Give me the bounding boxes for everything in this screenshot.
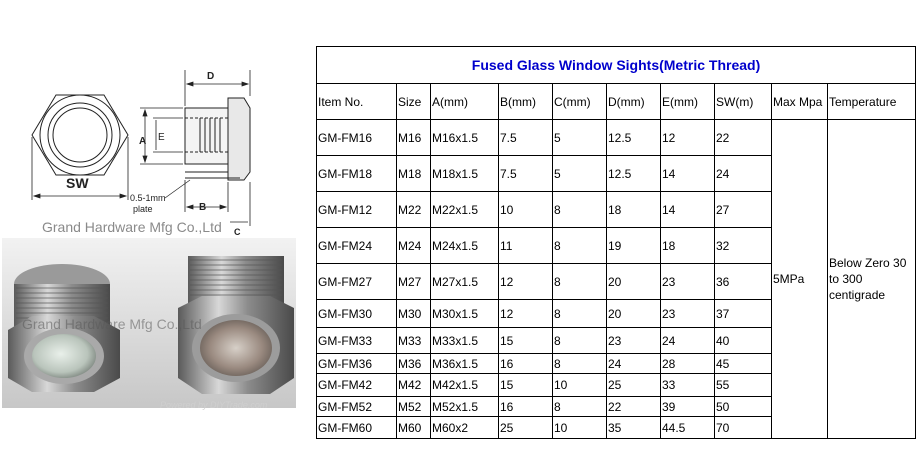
cell-sw: 55 bbox=[715, 374, 772, 397]
cell-c: 8 bbox=[553, 397, 607, 417]
cell-d: 12.5 bbox=[607, 120, 661, 156]
cell-item-no: GM-FM16 bbox=[317, 120, 397, 156]
header-max-mpa: Max Mpa bbox=[772, 84, 828, 120]
powered-by-text: Powered by DIYTrade.com bbox=[160, 400, 268, 410]
table-row bbox=[317, 120, 916, 156]
cell-size: M60 bbox=[397, 417, 431, 439]
cell-d: 12.5 bbox=[607, 156, 661, 192]
cell-temperature: Below Zero 30 to 300 centigrade bbox=[828, 120, 916, 439]
plate-leader bbox=[165, 180, 190, 198]
sw-label: SW bbox=[66, 175, 89, 191]
cell-b: 7.5 bbox=[499, 120, 553, 156]
technical-drawing bbox=[0, 0, 312, 240]
cell-e: 39 bbox=[661, 397, 715, 417]
cell-sw: 70 bbox=[715, 417, 772, 439]
cell-item-no: GM-FM33 bbox=[317, 328, 397, 354]
cell-b: 15 bbox=[499, 374, 553, 397]
hexagon-front-view bbox=[32, 95, 128, 175]
c-label: C bbox=[234, 227, 241, 237]
cell-c: 8 bbox=[553, 228, 607, 264]
cell-e: 14 bbox=[661, 192, 715, 228]
cell-b: 12 bbox=[499, 300, 553, 328]
cell-c: 10 bbox=[553, 374, 607, 397]
cell-e: 44.5 bbox=[661, 417, 715, 439]
header-b: B(mm) bbox=[499, 84, 553, 120]
drawing-watermark: Grand Hardware Mfg Co.,Ltd bbox=[42, 219, 222, 235]
cell-e: 23 bbox=[661, 264, 715, 300]
cell-size: M33 bbox=[397, 328, 431, 354]
cell-b: 16 bbox=[499, 397, 553, 417]
a-label: A bbox=[139, 136, 147, 147]
cell-b: 12 bbox=[499, 264, 553, 300]
cell-a: M36x1.5 bbox=[431, 354, 499, 374]
header-temperature: Temperature bbox=[828, 84, 916, 120]
cell-size: M18 bbox=[397, 156, 431, 192]
cell-d: 19 bbox=[607, 228, 661, 264]
e-label: E bbox=[158, 132, 165, 143]
cell-sw: 40 bbox=[715, 328, 772, 354]
table-header-row bbox=[317, 84, 916, 120]
cell-d: 24 bbox=[607, 354, 661, 374]
cell-c: 8 bbox=[553, 354, 607, 374]
header-sw: SW(m) bbox=[715, 84, 772, 120]
cell-size: M36 bbox=[397, 354, 431, 374]
cell-a: M30x1.5 bbox=[431, 300, 499, 328]
cell-item-no: GM-FM27 bbox=[317, 264, 397, 300]
cell-item-no: GM-FM52 bbox=[317, 397, 397, 417]
cell-a: M27x1.5 bbox=[431, 264, 499, 300]
cell-sw: 37 bbox=[715, 300, 772, 328]
cell-size: M27 bbox=[397, 264, 431, 300]
cell-a: M22x1.5 bbox=[431, 192, 499, 228]
cell-size: M30 bbox=[397, 300, 431, 328]
cell-a: M16x1.5 bbox=[431, 120, 499, 156]
cell-sw: 24 bbox=[715, 156, 772, 192]
d-label: D bbox=[207, 71, 215, 82]
cell-size: M16 bbox=[397, 120, 431, 156]
cell-sw: 36 bbox=[715, 264, 772, 300]
header-a: A(mm) bbox=[431, 84, 499, 120]
spec-table bbox=[316, 46, 916, 439]
cell-size: M24 bbox=[397, 228, 431, 264]
cell-sw: 45 bbox=[715, 354, 772, 374]
cell-d: 35 bbox=[607, 417, 661, 439]
cell-max-mpa: 5MPa bbox=[772, 120, 828, 439]
cell-e: 23 bbox=[661, 300, 715, 328]
cell-a: M42x1.5 bbox=[431, 374, 499, 397]
cell-e: 24 bbox=[661, 328, 715, 354]
cell-item-no: GM-FM42 bbox=[317, 374, 397, 397]
cell-c: 10 bbox=[553, 417, 607, 439]
cell-b: 7.5 bbox=[499, 156, 553, 192]
cell-item-no: GM-FM12 bbox=[317, 192, 397, 228]
cell-b: 11 bbox=[499, 228, 553, 264]
cell-e: 14 bbox=[661, 156, 715, 192]
cell-c: 5 bbox=[553, 120, 607, 156]
cell-a: M33x1.5 bbox=[431, 328, 499, 354]
cell-c: 8 bbox=[553, 300, 607, 328]
cell-d: 20 bbox=[607, 300, 661, 328]
cell-e: 28 bbox=[661, 354, 715, 374]
side-view bbox=[185, 98, 250, 180]
cell-sw: 50 bbox=[715, 397, 772, 417]
photo-watermark: Grand Hardware Mfg Co.,Ltd bbox=[22, 316, 202, 332]
cell-d: 18 bbox=[607, 192, 661, 228]
cell-c: 8 bbox=[553, 192, 607, 228]
cell-e: 33 bbox=[661, 374, 715, 397]
table-title: Fused Glass Window Sights(Metric Thread) bbox=[317, 47, 916, 84]
cell-item-no: GM-FM18 bbox=[317, 156, 397, 192]
cell-b: 10 bbox=[499, 192, 553, 228]
cell-size: M52 bbox=[397, 397, 431, 417]
cell-d: 23 bbox=[607, 328, 661, 354]
cell-a: M60x2 bbox=[431, 417, 499, 439]
header-c: C(mm) bbox=[553, 84, 607, 120]
cell-b: 16 bbox=[499, 354, 553, 374]
cell-sw: 32 bbox=[715, 228, 772, 264]
cell-a: M52x1.5 bbox=[431, 397, 499, 417]
header-size: Size bbox=[397, 84, 431, 120]
cell-a: M18x1.5 bbox=[431, 156, 499, 192]
cell-c: 5 bbox=[553, 156, 607, 192]
spec-table-container bbox=[316, 46, 916, 439]
b-label: B bbox=[199, 202, 207, 213]
cell-a: M24x1.5 bbox=[431, 228, 499, 264]
header-d: D(mm) bbox=[607, 84, 661, 120]
cell-size: M22 bbox=[397, 192, 431, 228]
cell-item-no: GM-FM36 bbox=[317, 354, 397, 374]
cell-c: 8 bbox=[553, 264, 607, 300]
plate-note-line1: 0.5-1mm bbox=[130, 193, 166, 203]
product-illustration-panel bbox=[0, 0, 312, 454]
plate-note-line2: plate bbox=[133, 204, 153, 214]
cell-sw: 22 bbox=[715, 120, 772, 156]
cell-d: 25 bbox=[607, 374, 661, 397]
cell-item-no: GM-FM60 bbox=[317, 417, 397, 439]
cell-d: 20 bbox=[607, 264, 661, 300]
cell-d: 22 bbox=[607, 397, 661, 417]
header-e: E(mm) bbox=[661, 84, 715, 120]
cell-sw: 27 bbox=[715, 192, 772, 228]
cell-b: 25 bbox=[499, 417, 553, 439]
cell-item-no: GM-FM24 bbox=[317, 228, 397, 264]
cell-c: 8 bbox=[553, 328, 607, 354]
cell-item-no: GM-FM30 bbox=[317, 300, 397, 328]
cell-e: 18 bbox=[661, 228, 715, 264]
cell-e: 12 bbox=[661, 120, 715, 156]
cell-size: M42 bbox=[397, 374, 431, 397]
header-item-no: Item No. bbox=[317, 84, 397, 120]
cell-b: 15 bbox=[499, 328, 553, 354]
